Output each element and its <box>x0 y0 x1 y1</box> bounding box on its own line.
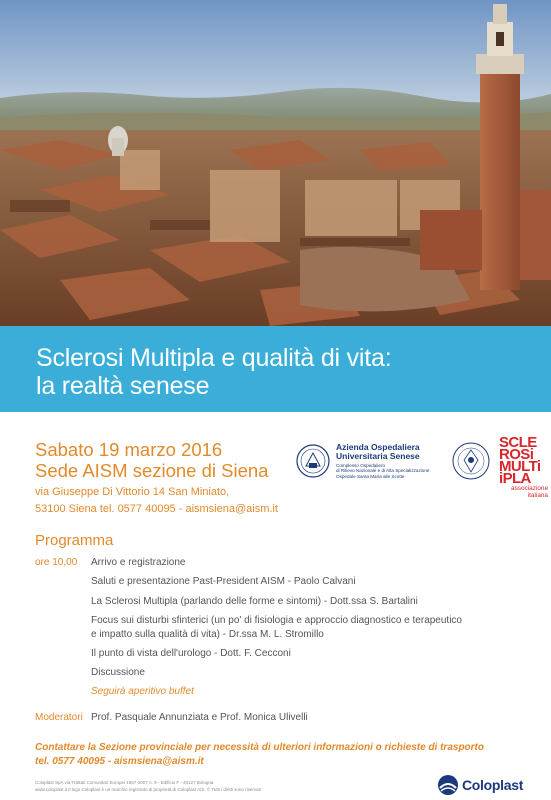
event-title-line2: la realtà senese <box>36 372 210 400</box>
coloplast-name: Coloplast <box>462 777 524 793</box>
aou-name-line1: Azienda Ospedaliera <box>336 442 420 452</box>
program-item: e impatto sulla qualità di vita) - Dr.ssa M. L. Stromillo <box>91 629 324 640</box>
footer-line1: Coloplast SpA via Trattati Comunitari Europei 1957-2007 n. 9 - Edificio F - 40127 Bologna <box>35 780 214 785</box>
event-date: Sabato 19 marzo 2016 <box>35 439 223 460</box>
program-item: Discussione <box>91 667 145 678</box>
aou-senese-logo <box>296 442 446 482</box>
sm-assoc-line2: italiana <box>527 492 548 499</box>
event-venue: Sede AISM sezione di Siena <box>35 460 269 481</box>
contact-line1: Contattare la Sezione provinciale per necessità di ulteriori informazioni o richieste di trasporto <box>35 742 484 753</box>
event-address-line2: 53100 Siena tel. 0577 40095 - aismsiena@aism.it <box>35 503 278 515</box>
sm-logo-line4: iPLA <box>499 470 531 487</box>
program-heading: Programma <box>35 532 114 549</box>
contact-line2: tel. 0577 40095 - aismsiena@aism.it <box>35 756 204 767</box>
sm-assoc-line1: associazione <box>511 485 548 492</box>
aou-sub-line2: di Rilievo Nazionale e di Alta Specializzazione <box>336 468 430 473</box>
aou-sub-line3: Ospedale Santa Maria alle Scotte <box>336 474 405 479</box>
aou-name-line2: Universitaria Senese <box>336 451 420 461</box>
sm-logo-line2: ROSi <box>499 446 534 463</box>
event-address-line1: via Giuseppe Di Vittorio 14 San Miniato, <box>35 486 230 498</box>
sm-logo-line3: MULTi <box>499 458 541 475</box>
moderators-label: Moderatori <box>35 712 83 723</box>
aou-emblem-icon <box>296 444 330 478</box>
moderators-names: Prof. Pasquale Annunziata e Prof. Monica Ulivelli <box>91 712 308 723</box>
program-item: La Sclerosi Multipla (parlando delle forme e sintomi) - Dott.ssa S. Bartalini <box>91 596 418 607</box>
program-time: ore 10,00 <box>35 557 78 568</box>
university-seal-icon <box>452 442 490 480</box>
aou-sub-line1: Complesso Ospedaliero <box>336 463 386 468</box>
coloplast-logo <box>437 774 547 796</box>
program-item: Focus sui disturbi sfinterici (un po' di fisiologia e approccio diagnostico e terapeutico <box>91 615 462 626</box>
coloplast-emblem-icon <box>437 774 459 796</box>
event-title-line1: Sclerosi Multipla e qualità di vita: <box>36 344 392 372</box>
program-item: Il punto di vista dell'urologo - Dott. F. Cecconi <box>91 648 291 659</box>
siena-aerial-photo <box>0 0 551 326</box>
program-item: Arrivo e registrazione <box>91 557 186 568</box>
program-item-buffet: Seguirà aperitivo buffet <box>91 686 194 697</box>
program-item: Saluti e presentazione Past-President AISM - Paolo Calvani <box>91 576 356 587</box>
title-band <box>0 326 551 412</box>
footer-line2: www.coloplast.it Il logo Coloplast è un marchio registrato di proprietà di Coloplast A/S. © Tutti i diritti sono riservati <box>35 787 261 792</box>
sclerosi-multipla-logo <box>499 434 551 499</box>
sm-logo-line1: SCLE <box>499 434 537 451</box>
